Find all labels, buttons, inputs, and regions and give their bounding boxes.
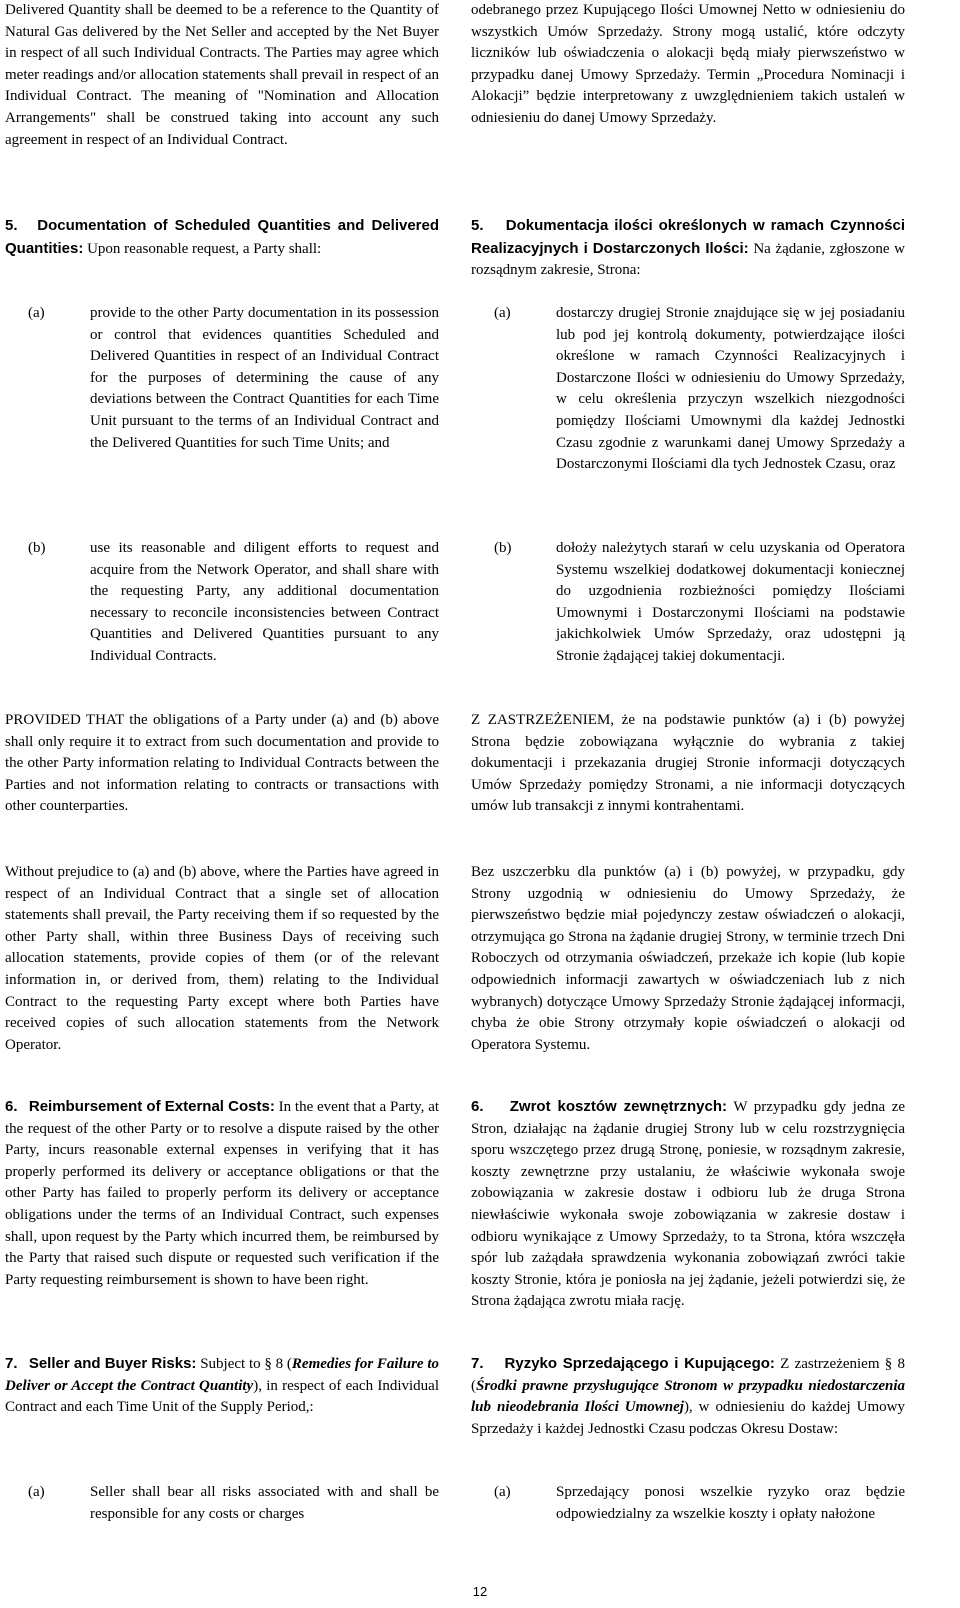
en-intro-paragraph: Delivered Quantity shall be deemed to be a reference to the Quantity of Natural Gas delivered by the Net Seller and accepted by the Net Buyer in respect of all such Individual Contracts. The Parties may agree which meter readings and/or allocation statements shall prevail in respect of an Individual Contract. The meaning of "Nomination and Allocation Arrangements" shall be construed taking into account any such agreement in respect of an Individual Contract. [5,2,440,148]
pl-section-7-reference: Środki prawne przysługujące Stronom w przypadku niedostarczenia lub nieodebrania Ilości Umownej [471,1377,905,1416]
en-section-6-title: Reimbursement of External Costs: [28,1098,275,1115]
en-section-7-paragraph [5,1353,439,1419]
page-number: 12 [472,1584,488,1599]
pl-section-7-paragraph [471,1353,905,1440]
pl-section-5-item-a-label: (a) [494,305,511,321]
pl-section-5-title: Dokumentacja ilości określonych w ramach Czynności Realizacyjnych i Dostarczonych Ilości: [471,217,905,257]
pl-section-5-item-b-label: (b) [494,540,512,556]
pl-section-7-item-a-text: Sprzedający ponosi wszelkie ryzyko oraz będzie odpowiedzialny za wszelkie koszty i opłaty nałożone [556,1484,905,1522]
en-section-7-number: 7. [5,1355,18,1372]
pl-section-7-pre: Z zastrzeżeniem § 8 ( [471,1356,905,1394]
en-section-5-number: 5. [5,217,18,234]
pl-section-6-text: W przypadku gdy jedna ze Stron, działając na żądanie drugiej Strony lub w celu rozstrzygnięcia sporu wszczętego przez drugą Stronę, poniesie, w rozsądnym zakresie, koszty zewnętrzne przy ustalaniu, że właściwie wykonała swoje zobowiązania w zakresie dostaw i odbioru lub że druga Strona niewłaściwie wykonała swoje zobowiązania w zakresie dostaw i odbioru wynikające z Umowy Sprzedaży, to ta Strona, która wszczęła spór lub zażądała sprawdzenia wykonania zobowiązań zwróci takie koszty Stronie, która je poniosła na jej żądanie, jeżeli potwierdzi się, że Strona żądająca zwrotu miała rację. [471,1099,906,1310]
pl-section-5-item-a-text: dostarczy drugiej Stronie znajdujące się w jej posiadaniu lub pod jej kontrolą dokumenty, potwierdzające ilości określone w ramach Czynności Realizacyjnych i Dostarczone Ilości w odniesieniu do Umowy Sprzedaży, w celu określenia przyczyn wszelkich niezgodności pomiędzy Ilościami Umownymi dla każdej Jednostki Czasu zgodnie z warunkami danej Umowy Sprzedaży a Dostarczonymi Ilościami dla tych Jednostek Czasu, oraz [556,305,905,473]
en-section-6-number: 6. [5,1098,18,1115]
en-section-5-text: Upon reasonable request, a Party shall: [87,240,322,257]
pl-section-5-item-b-text: dołoży należytych starań w celu uzyskania od Operatora Systemu wszelkiej dodatkowej dokumentacji koniecznej do uzgodnienia rozbieżności pomiędzy Ilościami Umownymi i Dostarczonymi Ilościami na podstawie jakichkolwiek Umów Sprzedaży, oraz udostępni ją Stronie żądającej takiej dokumentacji. [556,540,905,664]
en-section-6-paragraph [5,1096,439,1291]
pl-section-7-post: ), w odniesieniu do każdej Umowy Sprzedaży i każdej Jednostki Czasu podczas Okresu Dostaw: [471,1399,905,1437]
pl-section-5-heading [471,215,905,282]
en-section-5-item-a-label: (a) [28,305,45,321]
pl-section-5-number: 5. [471,217,484,234]
en-section-7-item-a-text: Seller shall bear all risks associated with and shall be responsible for any costs or charges [90,1484,439,1522]
en-section-5-item-a-text: provide to the other Party documentation in its possession or control that evidences quantities Scheduled and Delivered Quantities in respect of an Individual Contract for the purposes of determining the cause of any deviations between the Contract Quantities for each Time Unit pursuant to the terms of an Individual Contract and the Delivered Quantities for such Time Units; and [90,305,439,451]
pl-provided-paragraph: Z ZASTRZEŻENIEM, że na podstawie punktów (a) i (b) powyżej Strona będzie zobowiązana wyłącznie do wybrania z takiej dokumentacji i przekazania drugiej Stronie informacji dotyczących Umów Sprzedaży pomiędzy Stronami, a nie informacji dotyczących umów lub transakcji z innymi kontrahentami. [471,712,905,815]
en-section-5-item-b-text: use its reasonable and diligent efforts to request and acquire from the Network Operator, and shall share with the requesting Party, any additional documentation necessary to reconcile inconsistencies between Contract Quantities and Delivered Quantities pursuant to any Individual Contracts. [90,540,439,664]
pl-section-6-number: 6. [471,1098,484,1115]
en-section-5-heading [5,215,439,260]
en-without-prejudice-paragraph: Without prejudice to (a) and (b) above, where the Parties have agreed in respect of an Individual Contract that a single set of allocation statements shall prevail, the Party receiving them if so requested by the other Party shall, within three Business Days of receiving such allocation statements, provide copies of them (or of the relevant information in, or derived from, them) relating to the Individual Contract to the requesting Party except where both Parties have received copies of such allocation statements from the Network Operator. [5,864,439,1053]
en-section-7-title: Seller and Buyer Risks: [28,1355,197,1372]
pl-intro-paragraph: odebranego przez Kupującego Ilości Umownej Netto w odniesieniu do wszystkich Umów Sprzedaży. Strony mogą ustalić, które odczyty liczników lub oświadczenia o alokacji będą miały pierwszeństwo w przypadku danej Umowy Sprzedaży. Termin „Procedura Nominacji i Alokacji” będzie interpretowany z uwzględnieniem takich ustaleń w odniesieniu do danej Umowy Sprzedaży. [471,2,905,126]
pl-section-7-title: Ryzyko Sprzedającego i Kupującego: [504,1355,775,1372]
en-section-5-item-b-label: (b) [28,540,46,556]
pl-section-7-number: 7. [471,1355,484,1372]
pl-without-prejudice-paragraph: Bez uszczerbku dla punktów (a) i (b) powyżej, w przypadku, gdy Strony uzgodnią w odniesieniu do Umowy Sprzedaży, że pierwszeństwo będzie miał pojedynczy zestaw oświadczeń o alokacji, otrzymująca go Strona na żądanie drugiej Strony, w terminie trzech Dni Roboczych od otrzymania oświadczeń, przekaże ich kopie (lub kopie odpowiednich informacji zawartych w oświadczeniach lub z nich wybranych) dotyczące Umowy Sprzedaży Stronie żądającej informacji, chyba że obie Strony otrzymały kopie oświadczeń o alokacji od Operatora Systemu. [471,864,905,1053]
en-section-7-pre: Subject to § 8 ( [200,1356,292,1372]
en-section-7-reference: Remedies for Failure to Deliver or Accept the Contract Quantity [5,1356,440,1394]
en-section-7-item-a-label: (a) [28,1484,45,1500]
en-section-6-text: In the event that a Party, at the request of the other Party or to resolve a dispute raised by the other Party, incurs reasonable external expenses in verifying that it has properly performed its delivery or acceptance obligations or that the other Party has failed to properly perform its delivery or acceptance obligations under the terms of an Individual Contract, such expenses shall, upon request by the Party which incurred them, be reimbursed by the Party that raised such dispute or requested such verification if the Party requesting reimbursement is shown to have been right. [5,1099,440,1288]
en-provided-paragraph: PROVIDED THAT the obligations of a Party under (a) and (b) above shall only require it to extract from such documentation and provide to the other Party information relating to Individual Contracts between the Parties and not information relating to contracts or transactions with other counterparties. [5,712,439,815]
pl-section-6-title: Zwrot kosztów zewnętrznych: [509,1098,728,1115]
pl-section-7-item-a-label: (a) [494,1484,511,1500]
en-section-5-title: Documentation of Scheduled Quantities and Delivered Quantities: [5,217,440,257]
pl-section-5-text: Na żądanie, zgłoszone w rozsądnym zakresie, Strona: [471,240,905,279]
pl-section-6-paragraph [471,1096,905,1313]
en-section-7-post: ), in respect of each Individual Contract and each Time Unit of the Supply Period,: [5,1377,439,1416]
